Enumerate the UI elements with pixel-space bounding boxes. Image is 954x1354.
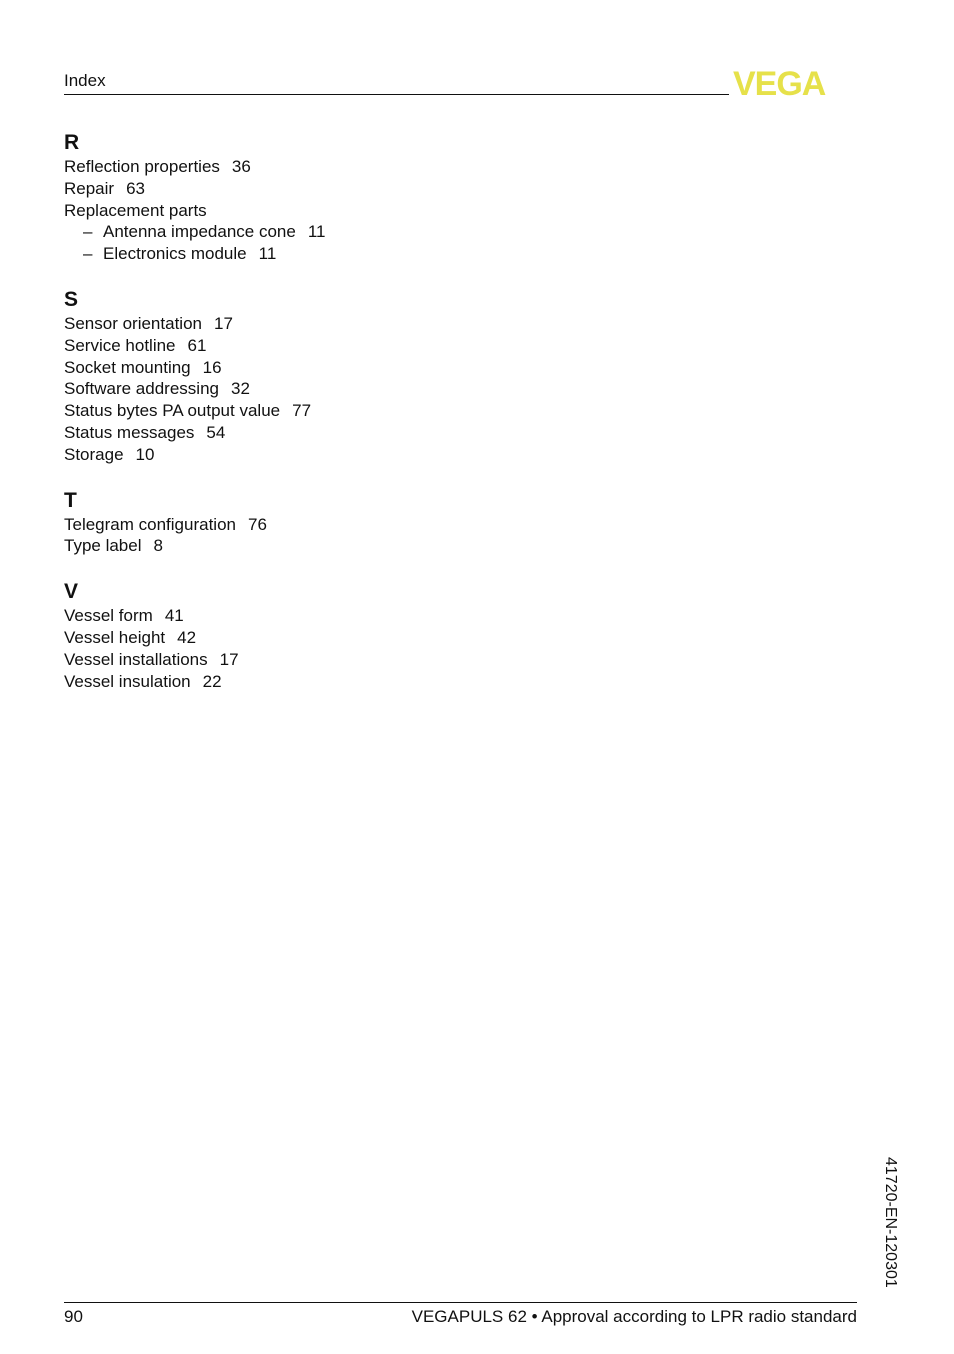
entry-page: 11 [258, 244, 277, 264]
entry-text: Replacement parts [64, 200, 207, 220]
section-letter: V [64, 580, 79, 604]
entry-page: 42 [177, 627, 197, 647]
index-entry [64, 627, 664, 649]
index-section-s [64, 287, 664, 466]
index-entry [64, 422, 664, 444]
entry-page: 63 [126, 178, 146, 198]
entry-page: 17 [213, 313, 233, 333]
index-list [64, 130, 664, 714]
entry-page: 16 [202, 357, 222, 377]
entry-text: Antenna impedance cone [103, 222, 296, 242]
index-entry [64, 444, 664, 466]
vega-logo [733, 62, 859, 102]
entry-page: 8 [153, 536, 163, 556]
entry-text: Software addressing [64, 379, 219, 399]
page-header-title: Index [64, 71, 106, 90]
index-entry [64, 535, 664, 557]
entry-text: Vessel height [64, 627, 166, 647]
entry-text: Type label [64, 536, 142, 556]
index-section-v [64, 579, 664, 692]
entry-text: Telegram configuration [64, 514, 236, 534]
index-entry [64, 178, 664, 200]
entry-text: Storage [64, 444, 124, 464]
index-entry [64, 313, 664, 335]
index-entry [64, 649, 664, 671]
entry-text: Repair [64, 178, 115, 198]
entry-page: 11 [307, 222, 326, 242]
index-entry [64, 605, 664, 627]
entry-text: Status bytes PA output value [64, 401, 281, 421]
index-entry [64, 357, 664, 379]
entry-text: Vessel installations [64, 649, 208, 669]
header-divider [64, 94, 729, 95]
entry-text: Socket mounting [64, 357, 191, 377]
entry-page: 22 [202, 671, 222, 691]
entry-page: 41 [164, 606, 184, 626]
index-subentry [64, 221, 664, 243]
page-number: 90 [64, 1307, 83, 1326]
index-entry [64, 514, 664, 536]
entry-text: Reflection properties [64, 157, 220, 176]
index-entry [64, 335, 664, 357]
footer-document-title: VEGAPULS 62 • Approval according to LPR radio standard [411, 1307, 857, 1326]
entry-page: 54 [206, 422, 226, 442]
entry-page: 36 [231, 157, 251, 176]
dash-glyph: – [83, 244, 93, 264]
section-letter: S [64, 287, 79, 311]
section-letter: R [64, 131, 80, 154]
entry-page: 76 [247, 514, 267, 534]
index-subentry [64, 243, 664, 265]
entry-text: Service hotline [64, 335, 176, 355]
document-code: 41720-EN-120301 [882, 1157, 899, 1288]
entry-page: 77 [292, 401, 312, 421]
entry-text: Sensor orientation [64, 313, 202, 333]
index-entry [64, 200, 664, 222]
index-entry [64, 400, 664, 422]
index-section-t [64, 488, 664, 558]
entry-page: 10 [135, 444, 155, 464]
logo-text: VEGA [733, 65, 826, 102]
index-entry [64, 156, 664, 178]
entry-text: Status messages [64, 422, 195, 442]
entry-text: Electronics module [103, 244, 247, 264]
entry-text: Vessel form [64, 606, 153, 626]
section-letter: T [64, 488, 77, 512]
entry-page: 17 [219, 649, 239, 669]
index-entry [64, 671, 664, 693]
dash-glyph: – [83, 222, 93, 242]
index-section-r [64, 130, 664, 265]
footer-divider [64, 1302, 857, 1303]
entry-page: 61 [187, 335, 207, 355]
entry-page: 32 [230, 379, 250, 399]
entry-text: Vessel insulation [64, 671, 191, 691]
index-entry [64, 378, 664, 400]
